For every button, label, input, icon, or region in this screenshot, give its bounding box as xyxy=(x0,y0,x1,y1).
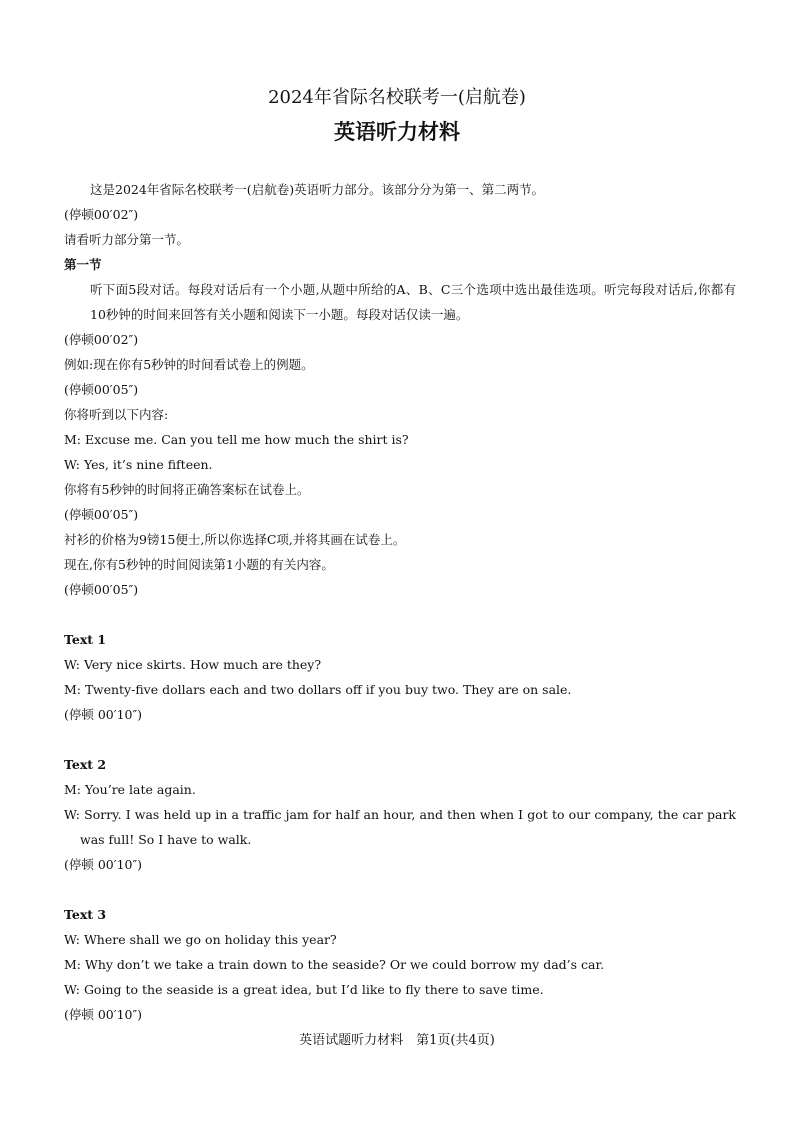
dialogue-line: M: Twenty-five dollars each and two dollars off if you buy two. They are on sale. xyxy=(64,682,572,697)
dialogue-line: M: Why don’t we take a train down to the seaside? Or we could borrow my dad’s car. xyxy=(64,957,605,972)
spacer xyxy=(64,727,736,752)
text-heading: Text 1 xyxy=(64,632,107,647)
text-heading: Text 3 xyxy=(64,907,107,922)
dialogue-line: W: Sorry. I was held up in a traffic jam for half an hour, and then when I got to our company, the car park was full! So I have to walk. xyxy=(64,807,736,847)
intro-line: 这是2024年省际名校联考一(启航卷)英语听力部分。该部分分为第一、第二两节。 xyxy=(90,182,545,197)
pause-marker: (停顿 00′10″) xyxy=(64,707,143,722)
material-title: 英语听力材料 xyxy=(334,119,460,144)
pause-marker: (停顿00′05″) xyxy=(64,507,139,522)
pause-marker: (停顿 00′10″) xyxy=(64,857,143,872)
dialogue-line: M: You’re late again. xyxy=(64,782,196,797)
read-intro: 现在,你有5秒钟的时间阅读第1小题的有关内容。 xyxy=(64,557,334,572)
pause-marker: (停顿 00′10″) xyxy=(64,1007,143,1022)
example-intro: 例如:现在你有5秒钟的时间看试卷上的例题。 xyxy=(64,357,314,372)
exam-title: 2024年省际名校联考一(启航卷) xyxy=(268,87,526,108)
section-instruction: 听下面5段对话。每段对话后有一个小题,从题中所给的A、B、C三个选项中选出最佳选项。听完每段对话后,你都有10秒钟的时间来回答有关小题和阅读下一小题。每段对话仅读一遍。 xyxy=(90,282,736,322)
listen-intro: 你将听到以下内容: xyxy=(64,407,169,422)
pause-marker: (停顿00′02″) xyxy=(64,332,139,347)
example-dialogue-line: M: Excuse me. Can you tell me how much the shirt is? xyxy=(64,432,409,447)
pause-marker: (停顿00′05″) xyxy=(64,582,139,597)
spacer xyxy=(64,602,736,627)
pause-marker: (停顿00′05″) xyxy=(64,382,139,397)
section-intro-line: 请看听力部分第一节。 xyxy=(64,232,190,247)
spacer xyxy=(64,877,736,902)
document-body xyxy=(64,177,736,1027)
section-heading: 第一节 xyxy=(64,257,102,272)
page-footer: 英语试题听力材料 第1页(共4页) xyxy=(299,1033,495,1048)
dialogue-line: W: Where shall we go on holiday this year? xyxy=(64,932,337,947)
text-heading: Text 2 xyxy=(64,757,107,772)
dialogue-line: W: Going to the seaside is a great idea, but I’d like to fly there to save time. xyxy=(64,982,544,997)
answer-note: 衬衫的价格为9镑15便士,所以你选择C项,并将其画在试卷上。 xyxy=(64,532,406,547)
dialogue-line: W: Very nice skirts. How much are they? xyxy=(64,657,322,672)
pause-marker: (停顿00′02″) xyxy=(64,207,139,222)
mark-intro: 你将有5秒钟的时间将正确答案标在试卷上。 xyxy=(64,482,310,497)
example-dialogue-line: W: Yes, it’s nine fifteen. xyxy=(64,457,213,472)
